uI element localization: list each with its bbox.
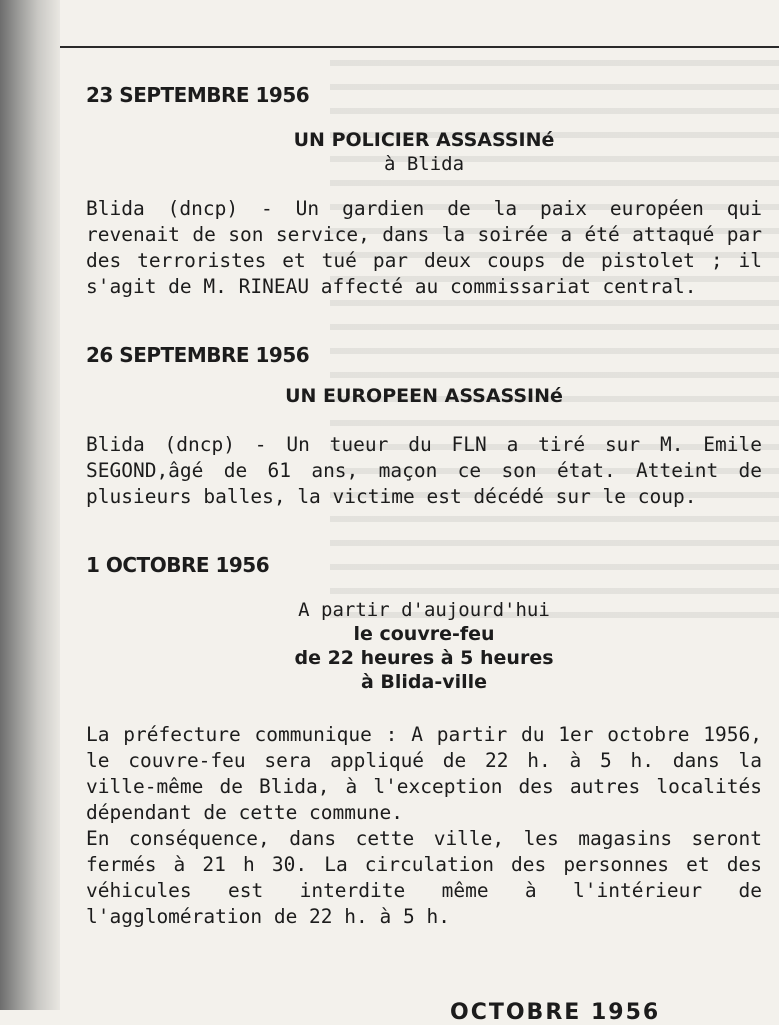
article-paragraph: Blida (dncp) - Un tueur du FLN a tiré sur M. Emile SEGOND,âgé de 61 ans, maçon ce son état. Atteint de plusieurs balles, la victime est décédé sur le coup. [86, 433, 762, 508]
section-headline-block [86, 598, 762, 694]
header-rule [60, 46, 779, 48]
headline-line: de 22 heures à 5 heures [294, 647, 554, 669]
section-date: 1 OCTOBRE 1956 [86, 553, 270, 577]
article-paragraph: La préfecture communique : A partir du 1er octobre 1956, le couvre-feu sera appliqué de 22 h. à 5 h. dans la ville-même de Blida, à l'exception des autres localités dépendant de cette commune. [86, 723, 762, 824]
section-headline: UN POLICIER ASSASSINé [293, 129, 555, 151]
page-binding-shadow [0, 0, 60, 1010]
article-paragraph: En conséquence, dans cette ville, les magasins seront fermés à 21 h 30. La circulation des personnes et des véhicules est interdite même à l'intérieur de l'agglomération de 22 h. à 5 h. [86, 827, 762, 928]
headline-line: A partir d'aujourd'hui [298, 599, 550, 621]
cut-off-next-date: OCTOBRE 1956 [450, 1000, 661, 1025]
section-1-octobre [86, 550, 762, 930]
section-23-septembre [86, 80, 762, 300]
article-paragraph: Blida (dncp) - Un gardien de la paix européen qui revenait de son service, dans la soirée a été attaqué par des terroristes et tué par deux coups de pistolet ; il s'agit de M. RINEAU affecté au commissariat central. [86, 197, 762, 298]
section-article-text [86, 722, 762, 930]
section-article-text [86, 432, 762, 510]
section-date: 26 SEPTEMBRE 1956 [86, 343, 310, 367]
section-headline: UN EUROPEEN ASSASSINé [285, 385, 563, 407]
section-date: 23 SEPTEMBRE 1956 [86, 83, 310, 107]
section-article-text [86, 196, 762, 300]
headline-line: à Blida-ville [360, 671, 488, 693]
headline-line: le couvre-feu [353, 623, 495, 645]
section-subheadline: à Blida [383, 153, 465, 175]
document-body [86, 80, 762, 970]
section-26-septembre [86, 340, 762, 510]
